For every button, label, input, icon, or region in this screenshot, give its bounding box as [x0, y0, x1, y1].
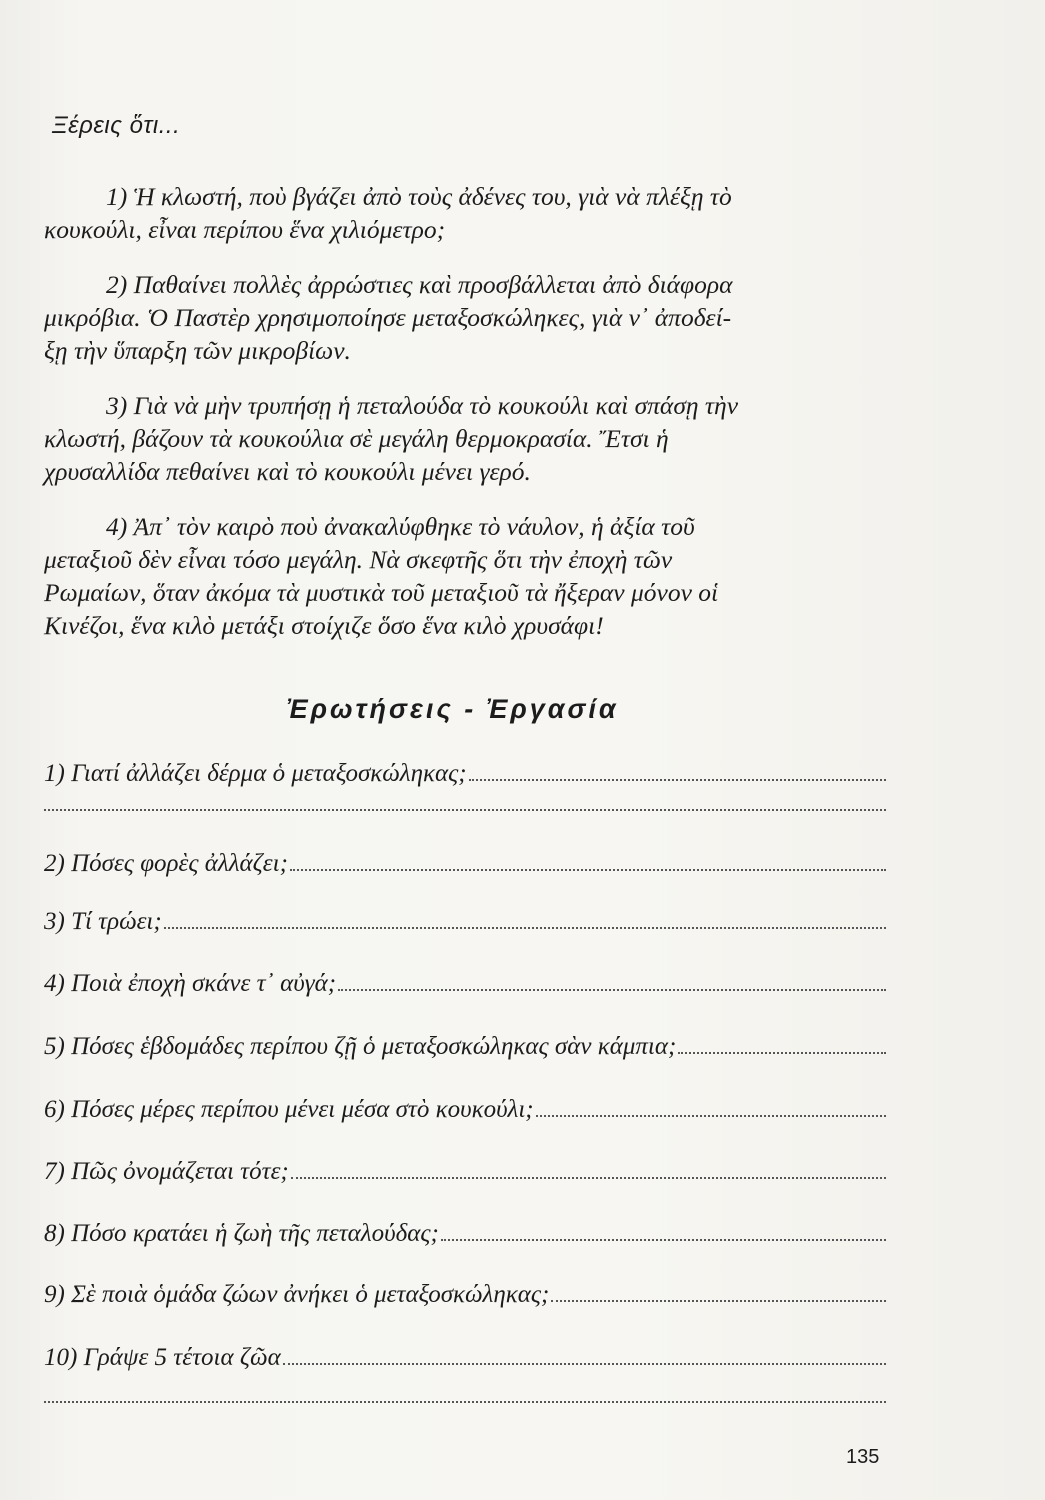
question-row[interactable] — [44, 964, 886, 998]
fact-line: μεταξιοῦ δὲν εἶναι τόσο μεγάλη. Νὰ σκεφτῆς ὅτι τὴν ἐποχὴ τῶν — [44, 545, 673, 574]
question-text: 8) Πόσο κρατάει ἡ ζωὴ τῆς πεταλούδας; — [44, 1220, 439, 1247]
answer-line[interactable] — [283, 1362, 886, 1365]
fact-paragraph — [44, 389, 894, 488]
did-you-know-heading: Ξέρεις ὅτι... — [52, 112, 181, 139]
fact-line: 3) Γιὰ νὰ μὴν τρυπήσῃ ἡ πεταλούδα τὸ κουκούλι καὶ σπάσῃ τὴν — [106, 391, 739, 420]
fact-line: κουκούλι, εἶναι περίπου ἕνα χιλιόμετρο; — [44, 215, 446, 244]
answer-line[interactable] — [291, 1176, 886, 1179]
answer-line[interactable] — [44, 1400, 886, 1403]
question-row[interactable] — [44, 1152, 886, 1186]
answer-line[interactable] — [678, 1051, 886, 1054]
fact-line: κλωστή, βάζουν τὰ κουκούλια σὲ μεγάλη θερμοκρασία. Ἔτσι ἡ — [44, 424, 669, 453]
question-text: 4) Ποιὰ ἐποχὴ σκάνε τ᾿ αὐγά; — [44, 970, 337, 997]
question-row[interactable] — [44, 1338, 886, 1372]
answer-line[interactable] — [469, 778, 886, 781]
fact-paragraph — [44, 510, 894, 642]
fact-line: 4) Ἀπ᾿ τὸν καιρὸ ποὺ ἀνακαλύφθηκε τὸ νάυλον, ἡ ἀξία τοῦ — [106, 512, 695, 541]
question-text: 7) Πῶς ὀνομάζεται τότε; — [44, 1158, 289, 1185]
question-row[interactable] — [44, 844, 886, 878]
question-row[interactable] — [44, 1275, 886, 1309]
fact-line: ξῃ τὴν ὕπαρξη τῶν μικροβίων. — [44, 336, 351, 365]
answer-line[interactable] — [441, 1238, 886, 1241]
fact-line: 1) Ἡ κλωστή, ποὺ βγάζει ἀπὸ τοὺς ἀδένες του, γιὰ νὰ πλέξῃ τὸ — [106, 182, 732, 211]
fact-paragraph — [44, 180, 894, 246]
question-text: 3) Τί τρώει; — [44, 908, 162, 935]
questions-section-title: Ἐρωτήσεις - Ἐργασία — [287, 694, 619, 724]
page-number: 135 — [846, 1446, 880, 1468]
answer-line[interactable] — [44, 808, 886, 811]
fact-line: Ρωμαίων, ὅταν ἀκόμα τὰ μυστικὰ τοῦ μεταξιοῦ τὰ ἤξεραν μόνον οἱ — [44, 578, 719, 607]
answer-line[interactable] — [536, 1114, 886, 1117]
question-row[interactable] — [44, 1214, 886, 1248]
answer-line[interactable] — [338, 988, 886, 991]
question-row[interactable] — [44, 902, 886, 936]
question-row[interactable] — [44, 1027, 886, 1061]
fact-line: μικρόβια. Ὁ Παστὲρ χρησιμοποίησε μεταξοσκώληκες, γιὰ ν᾿ ἀποδεί- — [44, 303, 732, 332]
answer-line[interactable] — [164, 926, 886, 929]
question-text: 6) Πόσες μέρες περίπου μένει μέσα στὸ κουκούλι; — [44, 1096, 534, 1123]
question-text: 10) Γράψε 5 τέτοια ζῶα — [44, 1344, 281, 1371]
question-row[interactable] — [44, 1090, 886, 1124]
question-text: 2) Πόσες φορὲς ἀλλάζει; — [44, 850, 288, 877]
question-text: 5) Πόσες ἑβδομάδες περίπου ζῇ ὁ μεταξοσκώληκας σὰν κάμπια; — [44, 1033, 677, 1060]
question-text: 1) Γιατί ἀλλάζει δέρμα ὁ μεταξοσκώληκας; — [44, 760, 467, 787]
answer-line[interactable] — [551, 1299, 886, 1302]
facts-list — [44, 180, 894, 664]
fact-line: χρυσαλλίδα πεθαίνει καὶ τὸ κουκούλι μένει γερό. — [44, 457, 531, 486]
question-row[interactable] — [44, 754, 886, 788]
fact-line: 2) Παθαίνει πολλὲς ἀρρώστιες καὶ προσβάλλεται ἀπὸ διάφορα — [106, 270, 733, 299]
answer-line[interactable] — [290, 868, 886, 871]
fact-line: Κινέζοι, ἕνα κιλὸ μετάξι στοίχιζε ὅσο ἕνα κιλὸ χρυσάφι! — [44, 611, 604, 640]
question-text: 9) Σὲ ποιὰ ὁμάδα ζώων ἀνήκει ὁ μεταξοσκώληκας; — [44, 1281, 550, 1308]
fact-paragraph — [44, 268, 894, 367]
